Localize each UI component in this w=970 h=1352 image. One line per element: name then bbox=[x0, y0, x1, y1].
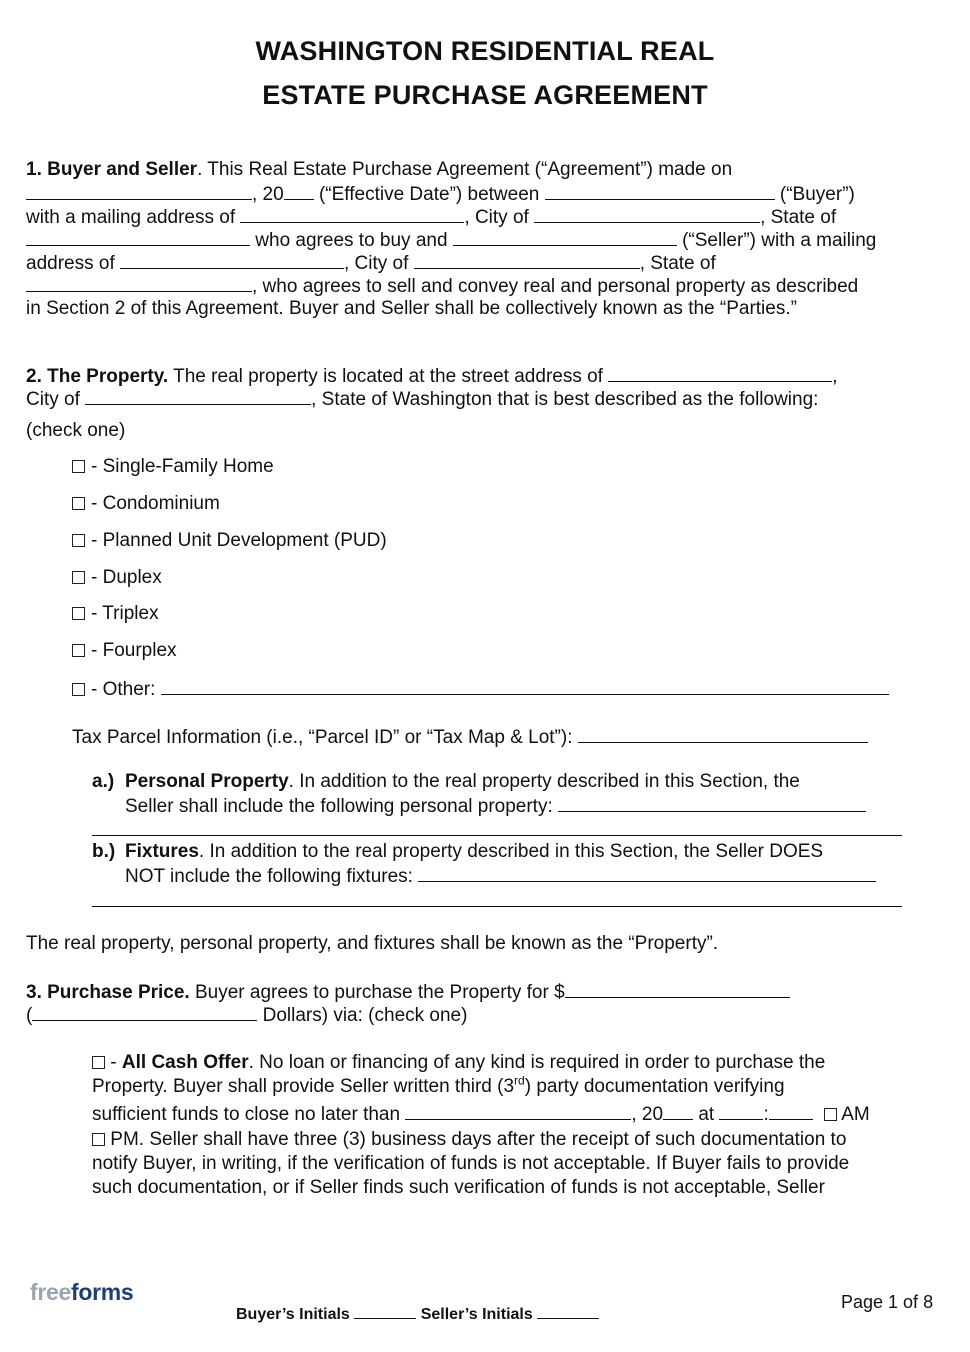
tax-parcel-blank[interactable] bbox=[578, 724, 868, 743]
section3-heading: 3. Purchase Price. bbox=[26, 982, 190, 1003]
buyer-city-blank[interactable] bbox=[534, 204, 760, 223]
pm-checkbox[interactable] bbox=[92, 1133, 105, 1146]
cash-offer-line-4: PM. Seller shall have three (3) business days after the receipt of such documentation to bbox=[92, 1128, 846, 1151]
checkbox[interactable] bbox=[72, 534, 85, 547]
cash-offer-checkbox[interactable] bbox=[92, 1056, 105, 1069]
purchase-price-blank[interactable] bbox=[565, 979, 790, 998]
personal-property-line-2: Seller shall include the following personal property: bbox=[125, 793, 866, 818]
check-one-label: (check one) bbox=[26, 420, 126, 441]
fixtures-line-2: NOT include the following fixtures: bbox=[125, 863, 876, 888]
fixtures-blank[interactable] bbox=[418, 863, 876, 882]
property-city-blank[interactable] bbox=[85, 386, 311, 405]
cash-offer-line-1: - All Cash Offer. No loan or financing of any kind is required in order to purchase the bbox=[92, 1051, 825, 1074]
seller-state-blank[interactable] bbox=[26, 273, 252, 292]
buyer-initials-blank[interactable] bbox=[354, 1304, 416, 1319]
section1-line-4: who agrees to buy and (“Seller”) with a mailing bbox=[26, 227, 876, 252]
initials-line: Buyer’s Initials Seller’s Initials bbox=[236, 1304, 599, 1324]
funds-hour-blank[interactable] bbox=[719, 1101, 763, 1120]
option-duplex: - Duplex bbox=[72, 566, 162, 589]
option-single-family: - Single-Family Home bbox=[72, 455, 274, 478]
seller-name-blank[interactable] bbox=[453, 227, 677, 246]
funds-minute-blank[interactable] bbox=[769, 1101, 813, 1120]
checkbox[interactable] bbox=[72, 571, 85, 584]
section2-line-1: 2. The Property. The real property is located at the street address of , bbox=[26, 363, 838, 388]
seller-city-blank[interactable] bbox=[414, 250, 640, 269]
page-number: Page 1 of 8 bbox=[841, 1292, 934, 1312]
checkbox[interactable] bbox=[72, 497, 85, 510]
option-triplex: - Triplex bbox=[72, 602, 159, 625]
section3-line-2: ( Dollars) via: (check one) bbox=[26, 1002, 467, 1027]
section3-line-1: 3. Purchase Price. Buyer agrees to purchase the Property for $ bbox=[26, 979, 790, 1004]
section1-line-6: , who agrees to sell and convey real and personal property as described bbox=[26, 273, 858, 298]
funds-date-blank[interactable] bbox=[405, 1101, 631, 1120]
cash-offer-line-6: such documentation, or if Seller finds such verification of funds is not acceptable, Seller bbox=[92, 1177, 825, 1198]
section2-line-2: City of , State of Washington that is best described as the following: bbox=[26, 386, 818, 411]
cash-offer-line-2: Property. Buyer shall provide Seller written third (3rd) party documentation verifying bbox=[92, 1073, 785, 1097]
option-condominium: - Condominium bbox=[72, 492, 220, 515]
cash-offer-line-3: sufficient funds to close no later than , 20 at : AM bbox=[92, 1101, 870, 1126]
checkbox[interactable] bbox=[72, 607, 85, 620]
option-pud: - Planned Unit Development (PUD) bbox=[72, 529, 387, 552]
seller-address-blank[interactable] bbox=[120, 250, 344, 269]
option-fourplex: - Fourplex bbox=[72, 639, 177, 662]
buyer-address-blank[interactable] bbox=[240, 204, 464, 223]
personal-property-line-1: a.) Personal Property. In addition to the real property described in this Section, the bbox=[92, 771, 800, 792]
section1-line-1: 1. Buyer and Seller. This Real Estate Purchase Agreement (“Agreement”) made on bbox=[26, 159, 733, 180]
property-definition: The real property, personal property, and fixtures shall be known as the “Property”. bbox=[26, 933, 719, 954]
funds-year-blank[interactable] bbox=[663, 1101, 693, 1120]
freeforms-logo: freeforms bbox=[30, 1279, 134, 1305]
checkbox[interactable] bbox=[72, 683, 85, 696]
purchase-price-words-blank[interactable] bbox=[32, 1002, 257, 1021]
section2-heading: 2. The Property. bbox=[26, 366, 169, 387]
am-checkbox[interactable] bbox=[824, 1108, 837, 1121]
section1-line-5: address of , City of , State of bbox=[26, 250, 716, 275]
seller-initials-blank[interactable] bbox=[537, 1304, 599, 1319]
street-address-blank[interactable] bbox=[608, 363, 832, 382]
year-blank[interactable] bbox=[284, 181, 314, 200]
section1-heading: 1. Buyer and Seller bbox=[26, 159, 198, 180]
personal-property-extra-blank[interactable] bbox=[92, 835, 902, 836]
fixtures-extra-blank[interactable] bbox=[92, 906, 902, 907]
tax-parcel-line: Tax Parcel Information (i.e., “Parcel ID” or “Tax Map & Lot”): bbox=[72, 724, 868, 749]
checkbox[interactable] bbox=[72, 460, 85, 473]
fixtures-line-1: b.) Fixtures. In addition to the real property described in this Section, the Seller DOES bbox=[92, 841, 824, 862]
buyer-state-blank[interactable] bbox=[26, 227, 250, 246]
buyer-name-blank[interactable] bbox=[545, 181, 775, 200]
other-blank[interactable] bbox=[161, 676, 889, 695]
personal-property-heading: Personal Property bbox=[125, 771, 289, 792]
cash-offer-heading: All Cash Offer bbox=[121, 1052, 249, 1073]
fixtures-heading: Fixtures bbox=[125, 841, 199, 862]
document-title-line-2: ESTATE PURCHASE AGREEMENT bbox=[262, 80, 708, 110]
cash-offer-line-5: notify Buyer, in writing, if the verification of funds is not acceptable. If Buyer fails to provide bbox=[92, 1153, 850, 1174]
option-other: - Other: bbox=[72, 676, 889, 701]
section1-line-7: in Section 2 of this Agreement. Buyer and Seller shall be collectively known as the “Parties.” bbox=[26, 298, 797, 319]
section1-line-3: with a mailing address of , City of , State of bbox=[26, 204, 836, 229]
personal-property-blank[interactable] bbox=[558, 793, 866, 812]
date-blank[interactable] bbox=[26, 181, 252, 200]
section1-line-2: , 20 (“Effective Date”) between (“Buyer”) bbox=[26, 181, 855, 206]
document-title-line-1: WASHINGTON RESIDENTIAL REAL bbox=[255, 36, 715, 66]
checkbox[interactable] bbox=[72, 644, 85, 657]
